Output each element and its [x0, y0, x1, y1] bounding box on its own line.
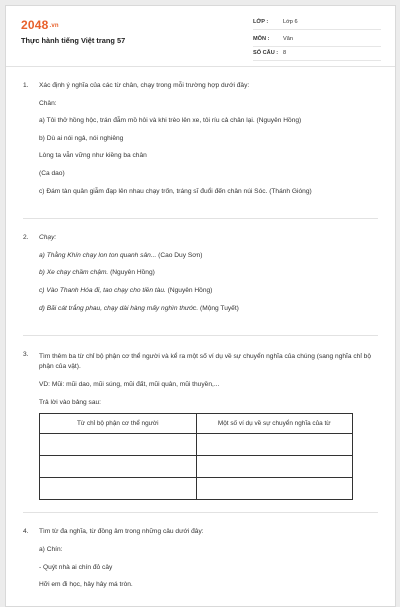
logo-text: 2048 — [21, 18, 49, 32]
meta-subject-value: Văn — [283, 36, 293, 42]
table-row — [40, 456, 353, 478]
question-instruction: Trả lời vào bảng sau: — [39, 398, 101, 406]
item-d-quote: d) Bãi cát trắng phau, chạy dài hàng mấy nghìn thước. — [39, 304, 199, 312]
item-c: c) Đám tàn quân giẫm đạp lên nhau chạy trốn, tráng sĩ đuổi đến chân núi Sóc. (Thánh Gióng) — [39, 187, 312, 195]
item-b-line2: Lòng ta vẫn vững như kiềng ba chân — [39, 152, 147, 160]
item-a — [39, 253, 378, 260]
table-cell[interactable] — [196, 478, 353, 500]
question-number: 2. — [23, 234, 29, 242]
table-row — [40, 434, 353, 456]
item-b-source: (Ca dao) — [39, 169, 65, 177]
meta-class-value: Lớp 6 — [283, 19, 298, 25]
item-d-source: (Mộng Tuyết) — [198, 304, 239, 312]
item-c-quote: c) Vào Thanh Hóa đi, tao chạy cho tiền tàu. — [39, 286, 166, 294]
table-header-body-part: Từ chỉ bộ phận cơ thể người — [40, 414, 197, 434]
worksheet-content — [6, 67, 395, 607]
item-c — [39, 288, 378, 295]
worksheet-header — [6, 6, 395, 67]
page-title: Thực hành tiếng Việt trang 57 — [21, 36, 126, 45]
item-a-source: (Cao Duy Sơn) — [156, 251, 203, 259]
meta-subject-row — [253, 34, 381, 47]
item-b-quote: b) Xe chạy chầm chậm. — [39, 269, 109, 277]
answer-table — [39, 413, 353, 500]
meta-subject-key: MÔN : — [253, 36, 270, 42]
item-b: b) Dù ai nói ngả, nói nghiêng — [39, 134, 124, 142]
worksheet-page — [5, 5, 396, 607]
question-prompt: Tìm thêm ba từ chỉ bộ phận cơ thể người và kể ra một số ví dụ về sự chuyển nghĩa của chúng (sang nghĩa chỉ bộ phận của vật). — [39, 353, 371, 370]
question-4 — [23, 513, 378, 607]
table-row — [40, 478, 353, 500]
table-cell[interactable] — [196, 456, 353, 478]
question-3 — [23, 336, 378, 513]
meta-class-key: LỚP : — [253, 19, 269, 25]
question-label: Chạy: — [39, 234, 57, 242]
meta-class-row — [253, 17, 381, 30]
table-header-row — [40, 414, 353, 434]
table-cell[interactable] — [40, 456, 197, 478]
site-logo[interactable] — [21, 18, 59, 32]
table-cell[interactable] — [40, 478, 197, 500]
table-cell[interactable] — [196, 434, 353, 456]
table-cell[interactable] — [40, 434, 197, 456]
item-c-source: (Nguyên Hồng) — [165, 286, 213, 294]
item-b — [39, 270, 378, 277]
question-prompt: Xác định ý nghĩa của các từ chân, chạy trong mỗi trường hợp dưới đây: — [39, 82, 250, 89]
item-a: a) Tôi thở hồng hộc, trán đẫm mồ hôi và khi trèo lên xe, tôi ríu cả chân lại. (Nguyên Hồng) — [39, 117, 302, 125]
question-prompt: Tìm từ đa nghĩa, từ đồng âm trong những câu dưới đây: — [39, 528, 204, 536]
item-a-line2: Hỡi em đi học, hây hây má tròn. — [39, 581, 133, 589]
meta-count-row — [253, 48, 381, 61]
question-number: 3. — [23, 351, 29, 359]
item-d — [39, 306, 378, 313]
question-1 — [23, 67, 378, 219]
question-number: 1. — [23, 82, 29, 89]
logo-tld: .vn — [49, 22, 59, 29]
question-2 — [23, 219, 378, 336]
item-a-line1: - Quýt nhà ai chín đỏ cây — [39, 563, 113, 571]
item-a: a) Chín: — [39, 546, 63, 553]
question-label: Chân: — [39, 99, 57, 107]
item-a-quote: a) Thằng Khín chạy lon ton quanh sân... — [39, 251, 157, 259]
question-example: VD: Mũi: mũi dao, mũi súng, mũi đất, mũi quân, mũi thuyền,... — [39, 381, 220, 389]
meta-count-key: SỐ CÂU : — [253, 50, 279, 56]
item-b-source: (Nguyên Hồng) — [108, 269, 155, 277]
question-number: 4. — [23, 528, 29, 536]
meta-count-value: 8 — [283, 50, 287, 56]
table-header-examples: Một số ví dụ về sự chuyển nghĩa của từ — [196, 414, 353, 434]
